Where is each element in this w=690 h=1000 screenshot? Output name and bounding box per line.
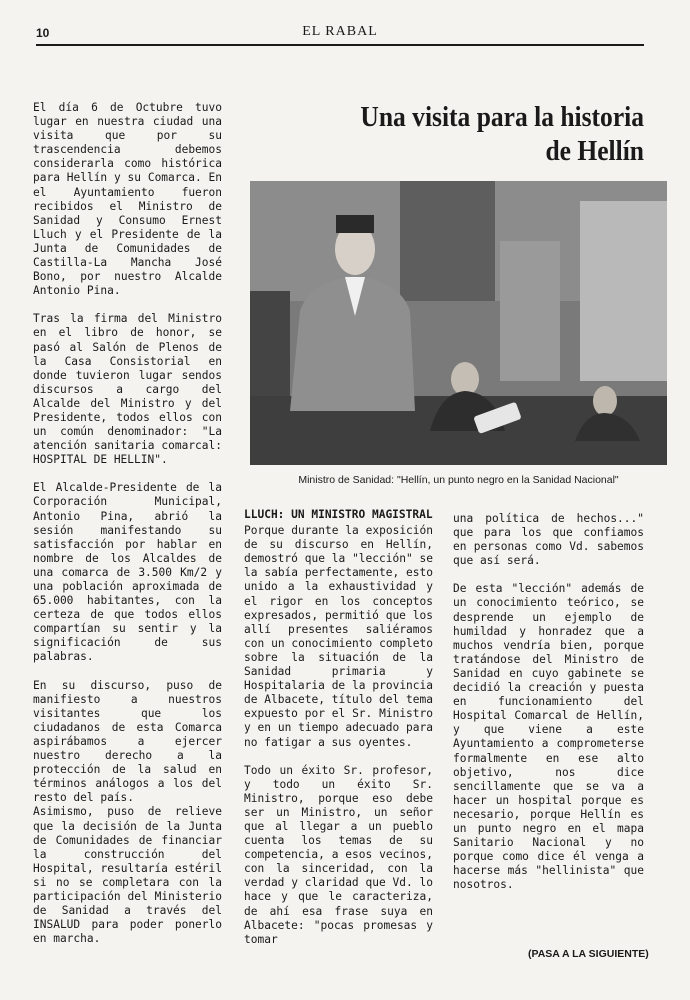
paragraph: una política de hechos..." que para los que confiamos en personas como Vd. sabemos que así será. (453, 512, 644, 568)
page-number: 10 (36, 26, 50, 40)
paragraph: Porque durante la exposición de su discurso en Hellín, demostró que la "lección" se la sabía perfectamente, esto unido a la exhaustividad y el rigor en los conceptos expresados, permitió que los allí presentes saliéramos con un conocimiento completo sobre la situación de la Sanidad primaria y Hospitalaria de la provincia de Albacete, título del tema expuesto por el Sr. Ministro y en un tiempo adecuado para no fatigar a sus oyentes. (244, 524, 433, 749)
article-photo (250, 181, 667, 465)
article-column-2 (244, 508, 433, 961)
article-column-3 (453, 512, 644, 906)
running-head: EL RABAL (302, 24, 378, 39)
paragraph: Tras la firma del Ministro en el libro de honor, se pasó al Salón de Plenos de la Casa Consistorial en donde tuvieron lugar sendos discursos a cargo del Alcalde del Ministro y del Presidente, todos ellos con un común denominador: "La atención sanitaria comarcal: HOSPITAL DE HELLIN". (33, 312, 222, 467)
headline-line-1: Una visita para la historia (360, 101, 644, 133)
article-column-1 (33, 101, 222, 960)
paragraph: El Alcalde-Presidente de la Corporación Municipal, Antonio Pina, abrió la sesión manifestando su satisfacción por hablar en nombre de los Alcaldes de una comarca de 3.500 Km/2 y una población aproximada de 65.000 habitantes, con la certeza de que todos ellos compartían su sentir y la significación de sus palabras. (33, 481, 222, 664)
page-header (36, 22, 644, 46)
paragraph: De esta "lección" además de un conocimiento teórico, se desprende un ejemplo de humildad y honradez que a muchos vendría bien, porque tratándose del Ministro de Sanidad en cuyo gabinete se decidió la creación y puesta en funcionamiento del Hospital Comarcal de Hellín, y que viene a este Ayuntamiento a comprometerse formalmente en ese alto objetivo, nos dice sencillamente que se va a hacer un hospital porque es necesario, porque Hellín es un punto negro en el mapa Sanitario Nacional y no porque como dice él venga a hacerse más "hellinista" que nosotros. (453, 582, 644, 892)
photo-illustration (250, 181, 667, 465)
paragraph: Asimismo, puso de relieve que la decisión de la Junta de Comunidades de financiar la construcción del Hospital, resultaría estéril si no se completara con la participación del Ministerio de Sanidad a través del INSALUD para poder ponerlo en marcha. (33, 805, 222, 946)
paragraph: Todo un éxito Sr. profesor, y todo un éxito Sr. Ministro, porque eso debe ser un Ministro, un señor que al llegar a un pueblo cuenta los temas de su competencia, a esos vecinos, con la sinceridad, con la verdad y claridad que Vd. lo hace y que le caracteriza, de ahí esa frase suya en Albacete: "pocas promesas y tomar (244, 763, 433, 946)
paragraph: En su discurso, puso de manifiesto a nuestros visitantes que los ciudadanos de esta Comarca aspirábamos a ejercer nuestro derecho a la protección de la salud en términos análogos a los del resto del país. (33, 678, 222, 805)
paragraph: El día 6 de Octubre tuvo lugar en nuestra ciudad una visita que por su trascendencia debemos considerarla como histórica para Hellín y su Comarca. En el Ayuntamiento fueron recibidos el Ministro de Sanidad y Consumo Ernest Lluch y el Presidente de la Junta de Comunidades de Castilla-La Mancha José Bono, por nuestro Alcalde Antonio Pina. (33, 101, 222, 298)
photo-caption: Ministro de Sanidad: "Hellín, un punto negro en la Sanidad Nacional" (298, 474, 619, 486)
continued-note: (PASA A LA SIGUIENTE) (528, 948, 649, 960)
section-subhead: LLUCH: UN MINISTRO MAGISTRAL (244, 508, 433, 521)
article-headline (327, 100, 644, 168)
headline-line-2: de Hellín (545, 135, 644, 167)
